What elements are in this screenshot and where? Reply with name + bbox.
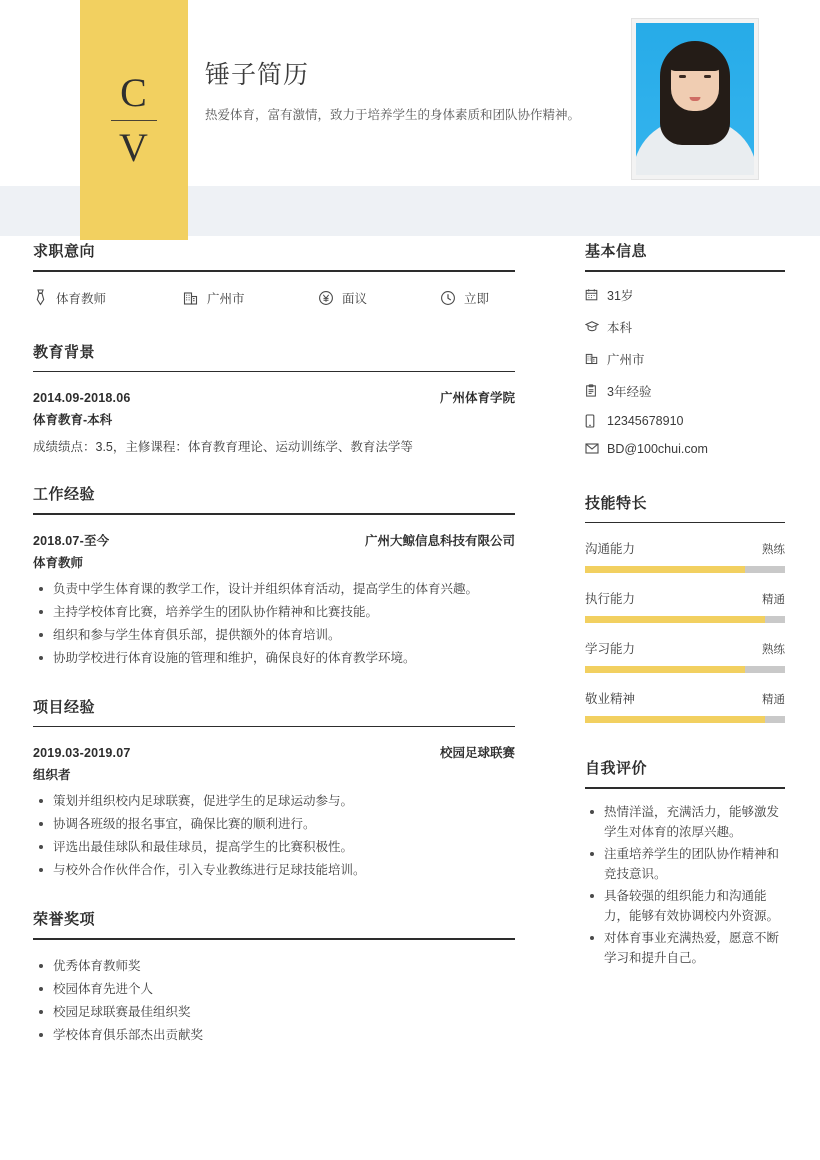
info-phone-value: 12345678910 bbox=[607, 413, 684, 428]
skill-name: 学习能力 bbox=[585, 642, 636, 656]
job-intention-position-label: 体育教师 bbox=[56, 291, 107, 306]
list-item: 协调各班级的报名事宜，确保比赛的顺利进行。 bbox=[33, 814, 515, 834]
section-project-experience bbox=[33, 696, 515, 881]
project-role: 组织者 bbox=[33, 768, 71, 782]
cv-divider bbox=[111, 120, 157, 121]
section-title: 项目经验 bbox=[33, 698, 96, 716]
section-title: 技能特长 bbox=[585, 494, 648, 512]
mail-icon bbox=[585, 443, 607, 454]
work-bullet-list bbox=[33, 579, 515, 668]
education-school: 广州体育学院 bbox=[439, 391, 515, 405]
section-basic-info bbox=[585, 240, 785, 456]
work-date: 2018.07-至今 bbox=[33, 533, 110, 548]
work-company: 广州大鲸信息科技有限公司 bbox=[364, 533, 515, 548]
id-photo bbox=[636, 23, 754, 175]
resume-icon bbox=[585, 384, 607, 397]
list-item: 校园体育先进个人 bbox=[33, 979, 515, 999]
cv-logo-block bbox=[80, 0, 188, 240]
skill-level: 熟练 bbox=[762, 544, 785, 556]
skill-bar-track bbox=[585, 566, 785, 573]
list-item: 具备较强的组织能力和沟通能力，能够有效协调校内外资源。 bbox=[585, 886, 785, 926]
header-summary: 热爱体育，富有激情，致力于培养学生的身体素质和团队协作精神。 bbox=[205, 108, 581, 122]
section-education bbox=[33, 341, 515, 456]
main-column bbox=[33, 240, 515, 1049]
section-divider bbox=[33, 371, 515, 373]
info-experience-value: 3年经验 bbox=[607, 384, 652, 399]
list-item: 校园足球联赛最佳组织奖 bbox=[33, 1002, 515, 1022]
skill-name: 敬业精神 bbox=[585, 692, 636, 706]
list-item: 优秀体育教师奖 bbox=[33, 956, 515, 976]
list-item: 学校体育俱乐部杰出贡献奖 bbox=[33, 1025, 515, 1045]
skill-bar-fill bbox=[585, 566, 745, 573]
section-title: 求职意向 bbox=[33, 243, 96, 260]
project-name: 校园足球联赛 bbox=[439, 746, 515, 760]
skill-level: 精通 bbox=[762, 594, 785, 606]
skill-item bbox=[585, 589, 785, 623]
section-title: 工作经验 bbox=[33, 486, 96, 503]
section-title: 自我评价 bbox=[585, 760, 648, 777]
skill-level: 精通 bbox=[762, 694, 785, 706]
section-divider bbox=[33, 270, 515, 272]
section-honors bbox=[33, 908, 515, 1045]
skill-item bbox=[585, 689, 785, 723]
list-item: 策划并组织校内足球联赛，促进学生的足球运动参与。 bbox=[33, 791, 515, 811]
section-title: 教育背景 bbox=[33, 343, 96, 361]
education-date: 2014.09-2018.06 bbox=[33, 391, 131, 405]
skill-name: 沟通能力 bbox=[585, 542, 636, 556]
clock-icon bbox=[440, 290, 456, 306]
education-note: 成绩绩点：3.5，主修课程：体育教育理论、运动训练学、教育法学等 bbox=[33, 440, 413, 454]
page-title: 锤子简历 bbox=[205, 61, 310, 89]
list-item: 组织和参与学生体育俱乐部，提供额外的体育培训。 bbox=[33, 625, 515, 645]
skill-name: 执行能力 bbox=[585, 592, 636, 606]
section-divider bbox=[585, 270, 785, 272]
work-role: 体育教师 bbox=[33, 555, 84, 570]
list-item: 主持学校体育比赛，培养学生的团队协作精神和比赛技能。 bbox=[33, 602, 515, 622]
project-entry bbox=[33, 743, 515, 880]
list-item: 与校外合作伙伴合作，引入专业教练进行足球技能培训。 bbox=[33, 860, 515, 880]
skill-bar-fill bbox=[585, 616, 765, 623]
education-entry bbox=[33, 388, 515, 455]
info-experience bbox=[585, 382, 785, 400]
info-phone bbox=[585, 414, 785, 428]
section-divider bbox=[585, 522, 785, 524]
skill-bar-track bbox=[585, 716, 785, 723]
project-bullet-list bbox=[33, 791, 515, 880]
job-intention-availability bbox=[440, 289, 489, 307]
list-item: 对体育事业充满热爱，愿意不断学习和提升自己。 bbox=[585, 928, 785, 968]
project-date: 2019.03-2019.07 bbox=[33, 746, 131, 760]
section-title: 基本信息 bbox=[585, 243, 648, 260]
header-text bbox=[205, 58, 585, 125]
basic-info-list bbox=[585, 286, 785, 456]
list-item: 负责中学生体育课的教学工作，设计并组织体育活动，提高学生的体育兴趣。 bbox=[33, 579, 515, 599]
section-job-intention bbox=[33, 240, 515, 307]
job-intention-salary-label: 面议 bbox=[342, 291, 368, 306]
job-intention-city bbox=[183, 289, 318, 307]
job-intention-row bbox=[33, 289, 515, 307]
section-divider bbox=[33, 513, 515, 515]
section-self-evaluation bbox=[585, 757, 785, 968]
cv-letter-v: V bbox=[119, 124, 149, 170]
building-icon bbox=[585, 352, 607, 365]
tie-icon bbox=[33, 289, 48, 306]
info-email-value: BD@100chui.com bbox=[607, 441, 708, 456]
skill-bar-track bbox=[585, 666, 785, 673]
section-divider bbox=[33, 938, 515, 940]
skill-bar-fill bbox=[585, 716, 765, 723]
phone-icon bbox=[585, 414, 607, 428]
work-entry bbox=[33, 531, 515, 668]
job-intention-position bbox=[33, 289, 183, 307]
self-evaluation-list bbox=[585, 802, 785, 968]
list-item: 注重培养学生的团队协作精神和竞技意识。 bbox=[585, 844, 785, 884]
info-age bbox=[585, 286, 785, 304]
avatar bbox=[631, 18, 759, 180]
skill-bar-fill bbox=[585, 666, 745, 673]
info-degree-value: 本科 bbox=[607, 320, 633, 335]
section-divider bbox=[33, 726, 515, 728]
job-intention-salary bbox=[318, 289, 440, 307]
skill-level: 熟练 bbox=[762, 644, 785, 656]
section-work-experience bbox=[33, 483, 515, 668]
section-divider bbox=[585, 787, 785, 789]
skill-bar-track bbox=[585, 616, 785, 623]
list-item: 协助学校进行体育设施的管理和维护，确保良好的体育教学环境。 bbox=[33, 648, 515, 668]
info-email bbox=[585, 442, 785, 456]
education-major: 体育教育-本科 bbox=[33, 413, 113, 427]
list-item: 评选出最佳球队和最佳球员，提高学生的比赛积极性。 bbox=[33, 837, 515, 857]
calendar-icon bbox=[585, 288, 607, 301]
yen-icon bbox=[318, 290, 334, 306]
honors-list bbox=[33, 956, 515, 1045]
cv-letter-c: C bbox=[120, 69, 148, 115]
section-title: 荣誉奖项 bbox=[33, 911, 96, 928]
job-intention-city-label: 广州市 bbox=[207, 291, 245, 306]
info-city-value: 广州市 bbox=[607, 352, 645, 367]
job-intention-availability-label: 立即 bbox=[464, 291, 490, 306]
resume-header bbox=[0, 0, 820, 240]
info-city bbox=[585, 350, 785, 368]
info-degree bbox=[585, 318, 785, 336]
side-column bbox=[585, 240, 785, 972]
list-item: 热情洋溢，充满活力，能够激发学生对体育的浓厚兴趣。 bbox=[585, 802, 785, 842]
building-icon bbox=[183, 290, 199, 306]
skill-item bbox=[585, 539, 785, 573]
info-age-value: 31岁 bbox=[607, 288, 634, 303]
graduation-cap-icon bbox=[585, 320, 607, 333]
section-skills bbox=[585, 492, 785, 724]
skill-item bbox=[585, 639, 785, 673]
